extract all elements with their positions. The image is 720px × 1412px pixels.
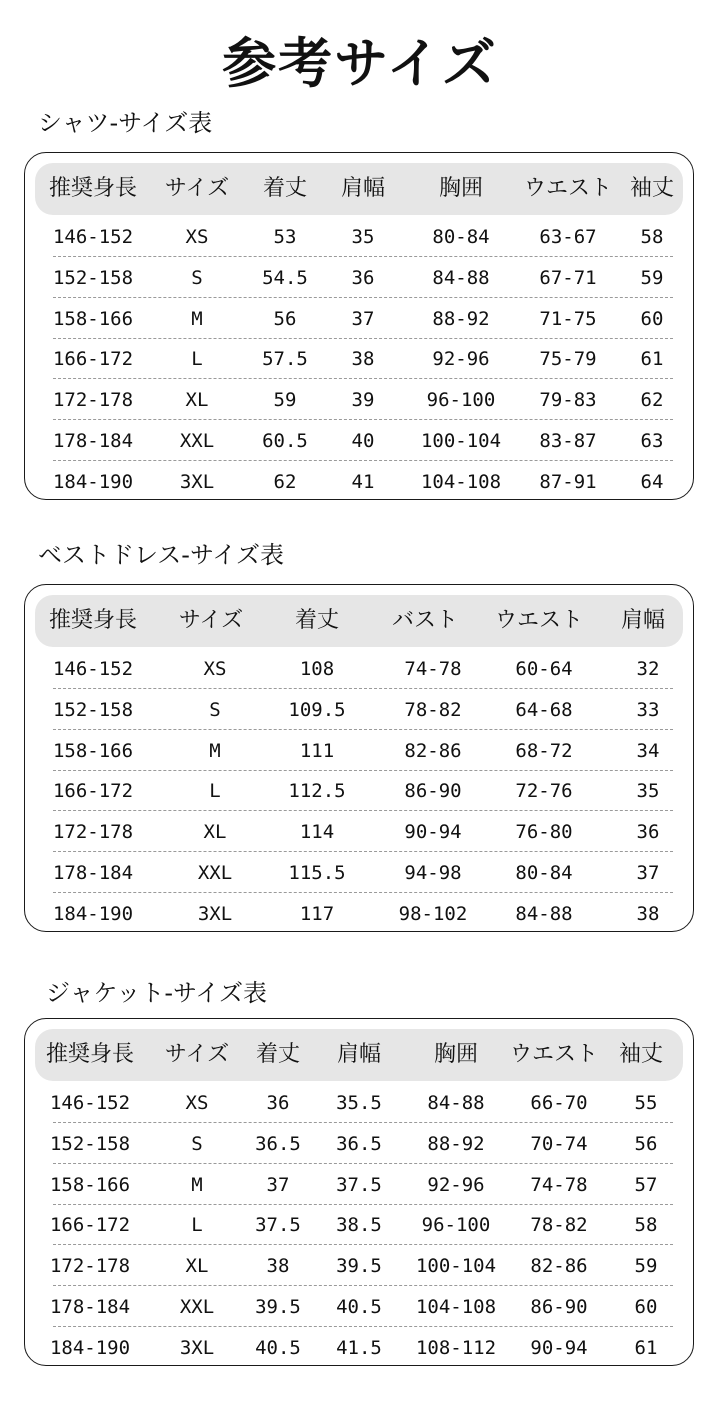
table-cell: 37.5 bbox=[336, 1173, 382, 1196]
table-cell: 66-70 bbox=[530, 1092, 588, 1114]
table-cell: 80-84 bbox=[432, 226, 490, 248]
table-cell: 59 bbox=[273, 389, 297, 412]
table-cell: 62 bbox=[273, 470, 297, 493]
table-row bbox=[53, 217, 673, 257]
table-cell: 104-108 bbox=[415, 1296, 497, 1318]
table-row bbox=[53, 339, 673, 379]
table-cell: 38 bbox=[636, 902, 660, 925]
table-label: ジャケット-サイズ表 bbox=[46, 979, 268, 1007]
table-cell: 36.5 bbox=[336, 1132, 382, 1155]
table-cell: L bbox=[209, 780, 221, 803]
table-cell: 61 bbox=[634, 1336, 658, 1359]
table-cell: 60 bbox=[640, 307, 664, 330]
table-cell: 59 bbox=[640, 266, 664, 289]
table-cell: S bbox=[191, 1132, 203, 1155]
column-header: ウエスト bbox=[523, 176, 613, 201]
table-cell: 56 bbox=[273, 307, 297, 330]
column-header: 着丈 bbox=[255, 1042, 301, 1067]
table-row bbox=[49, 1246, 673, 1286]
column-header: ウエスト bbox=[509, 1042, 599, 1067]
table-cell: 184-190 bbox=[49, 1336, 131, 1359]
column-header: 袖丈 bbox=[618, 1042, 664, 1067]
table-cell: 96-100 bbox=[426, 389, 496, 412]
table-cell: L bbox=[191, 1214, 203, 1237]
size-table bbox=[24, 152, 694, 500]
table-cell: M bbox=[191, 307, 203, 330]
table-row bbox=[53, 299, 673, 339]
table-cell: 100-104 bbox=[415, 1255, 497, 1278]
table-cell: 100-104 bbox=[420, 430, 502, 452]
column-header: 推奨身長 bbox=[48, 176, 138, 201]
table-cell: 63-67 bbox=[539, 226, 597, 248]
column-header: 肩幅 bbox=[340, 176, 386, 201]
column-header: 胸囲 bbox=[438, 176, 484, 201]
table-cell: 74-78 bbox=[404, 658, 462, 680]
table-cell: 61 bbox=[640, 348, 664, 371]
table-cell: 88-92 bbox=[427, 1132, 485, 1155]
table-cell: 178-184 bbox=[52, 430, 134, 452]
table-cell: XL bbox=[203, 821, 227, 844]
table-row bbox=[53, 421, 673, 461]
table-cell: XS bbox=[203, 658, 227, 680]
table-cell: 37 bbox=[636, 862, 660, 884]
table-cell: 57 bbox=[634, 1173, 658, 1196]
column-header: 袖丈 bbox=[629, 176, 675, 201]
table-cell: 184-190 bbox=[52, 470, 134, 493]
table-cell: 87-91 bbox=[539, 470, 597, 493]
table-cell: 56 bbox=[634, 1132, 658, 1155]
table-cell: 75-79 bbox=[539, 348, 597, 371]
column-header: 肩幅 bbox=[336, 1042, 382, 1067]
table-cell: XS bbox=[185, 226, 209, 248]
table-cell: 158-166 bbox=[49, 1173, 131, 1196]
table-row bbox=[53, 894, 673, 934]
table-header bbox=[35, 163, 683, 215]
table-cell: XL bbox=[185, 389, 209, 412]
table-row bbox=[49, 1124, 673, 1164]
table-row bbox=[53, 380, 673, 420]
table-cell: 98-102 bbox=[398, 902, 468, 925]
table-cell: 60-64 bbox=[515, 658, 573, 680]
table-cell: 172-178 bbox=[49, 1255, 131, 1278]
table-cell: 96-100 bbox=[421, 1214, 491, 1237]
page-title: 参考サイズ bbox=[222, 32, 498, 95]
table-cell: 178-184 bbox=[49, 1296, 131, 1318]
table-cell: 79-83 bbox=[539, 389, 597, 412]
table-cell: 112.5 bbox=[288, 780, 346, 803]
table-cell: 115.5 bbox=[288, 862, 346, 884]
table-cell: 166-172 bbox=[52, 780, 134, 803]
table-cell: 33 bbox=[636, 698, 660, 721]
table-row bbox=[49, 1083, 673, 1123]
table-cell: 3XL bbox=[197, 902, 233, 925]
table-cell: 39.5 bbox=[336, 1255, 382, 1278]
table-cell: 158-166 bbox=[52, 307, 134, 330]
table-cell: 94-98 bbox=[404, 862, 462, 884]
table-cell: 59 bbox=[634, 1255, 658, 1278]
table-cell: 92-96 bbox=[427, 1173, 485, 1196]
table-cell: 82-86 bbox=[404, 739, 462, 762]
table-header bbox=[35, 595, 683, 647]
table-cell: 39.5 bbox=[255, 1296, 301, 1318]
table-cell: 57.5 bbox=[262, 348, 308, 371]
table-cell: 38 bbox=[266, 1255, 290, 1278]
table-cell: XL bbox=[185, 1255, 209, 1278]
table-cell: 35.5 bbox=[336, 1092, 382, 1114]
table-cell: 39 bbox=[351, 389, 375, 412]
table-cell: 78-82 bbox=[530, 1214, 588, 1237]
table-cell: 111 bbox=[299, 739, 335, 762]
table-cell: 40.5 bbox=[255, 1336, 301, 1359]
table-cell: 41 bbox=[351, 470, 375, 493]
table-cell: 62 bbox=[640, 389, 664, 412]
table-cell: 90-94 bbox=[404, 821, 462, 844]
table-label: ベストドレス-サイズ表 bbox=[38, 541, 285, 569]
table-cell: 146-152 bbox=[49, 1092, 131, 1114]
table-cell: 108-112 bbox=[415, 1336, 497, 1359]
column-header: 着丈 bbox=[294, 608, 340, 633]
table-cell: 32 bbox=[636, 658, 660, 680]
table-cell: XS bbox=[185, 1092, 209, 1114]
column-header: 推奨身長 bbox=[45, 1042, 135, 1067]
table-cell: 67-71 bbox=[539, 266, 597, 289]
table-cell: 36 bbox=[636, 821, 660, 844]
table-cell: 78-82 bbox=[404, 698, 462, 721]
table-cell: 58 bbox=[640, 226, 664, 248]
table-cell: 3XL bbox=[179, 1336, 215, 1359]
table-cell: 84-88 bbox=[427, 1092, 485, 1114]
table-label: シャツ-サイズ表 bbox=[38, 109, 213, 137]
table-cell: M bbox=[191, 1173, 203, 1196]
table-row bbox=[53, 690, 673, 730]
table-cell: 54.5 bbox=[262, 266, 308, 289]
table-row bbox=[53, 812, 673, 852]
table-row bbox=[53, 853, 673, 893]
table-cell: 38.5 bbox=[336, 1214, 382, 1237]
table-row bbox=[53, 258, 673, 298]
table-cell: L bbox=[191, 348, 203, 371]
table-cell: 34 bbox=[636, 739, 660, 762]
table-cell: S bbox=[191, 266, 203, 289]
table-row bbox=[53, 771, 673, 811]
table-cell: 117 bbox=[299, 902, 335, 925]
table-cell: 3XL bbox=[179, 470, 215, 493]
table-cell: 184-190 bbox=[52, 902, 134, 925]
table-row bbox=[53, 462, 673, 502]
table-cell: 35 bbox=[351, 226, 375, 248]
table-cell: 84-88 bbox=[515, 902, 573, 925]
column-header: ウエスト bbox=[494, 608, 584, 633]
table-cell: 60 bbox=[634, 1296, 658, 1318]
table-cell: 76-80 bbox=[515, 821, 573, 844]
table-cell: 104-108 bbox=[420, 470, 502, 493]
table-cell: 38 bbox=[351, 348, 375, 371]
table-cell: 172-178 bbox=[52, 821, 134, 844]
table-cell: 108 bbox=[299, 658, 335, 680]
table-cell: 71-75 bbox=[539, 307, 597, 330]
table-cell: M bbox=[209, 739, 221, 762]
table-row bbox=[53, 649, 673, 689]
table-cell: 41.5 bbox=[336, 1336, 382, 1359]
table-cell: 88-92 bbox=[432, 307, 490, 330]
column-header: サイズ bbox=[164, 176, 230, 201]
table-cell: 74-78 bbox=[530, 1173, 588, 1196]
column-header: バスト bbox=[391, 608, 459, 633]
size-table bbox=[24, 584, 694, 932]
table-row bbox=[53, 731, 673, 771]
table-cell: 90-94 bbox=[530, 1336, 588, 1359]
table-cell: 83-87 bbox=[539, 430, 597, 452]
table-cell: 37 bbox=[266, 1173, 290, 1196]
table-cell: 152-158 bbox=[52, 698, 134, 721]
table-cell: 172-178 bbox=[52, 389, 134, 412]
table-cell: 92-96 bbox=[432, 348, 490, 371]
table-cell: 152-158 bbox=[52, 266, 134, 289]
table-cell: 64-68 bbox=[515, 698, 573, 721]
table-cell: 63 bbox=[640, 430, 664, 452]
table-cell: 64 bbox=[640, 470, 664, 493]
table-cell: XXL bbox=[197, 862, 233, 884]
table-cell: 109.5 bbox=[288, 698, 346, 721]
table-cell: 60.5 bbox=[262, 430, 308, 452]
table-cell: XXL bbox=[179, 1296, 215, 1318]
table-cell: 146-152 bbox=[52, 226, 134, 248]
column-header: 肩幅 bbox=[620, 608, 666, 633]
table-cell: 35 bbox=[636, 780, 660, 803]
table-cell: S bbox=[209, 698, 221, 721]
table-cell: 114 bbox=[299, 821, 335, 844]
table-cell: 40.5 bbox=[336, 1296, 382, 1318]
table-cell: 82-86 bbox=[530, 1255, 588, 1278]
table-cell: 55 bbox=[634, 1092, 658, 1114]
table-cell: 68-72 bbox=[515, 739, 573, 762]
table-cell: 80-84 bbox=[515, 862, 573, 884]
table-row bbox=[49, 1165, 673, 1205]
table-cell: 86-90 bbox=[530, 1296, 588, 1318]
table-row bbox=[49, 1205, 673, 1245]
table-cell: 36 bbox=[266, 1092, 290, 1114]
table-cell: 36 bbox=[351, 266, 375, 289]
table-cell: 53 bbox=[273, 226, 297, 248]
table-cell: 166-172 bbox=[52, 348, 134, 371]
table-cell: 37 bbox=[351, 307, 375, 330]
table-cell: 146-152 bbox=[52, 658, 134, 680]
table-header bbox=[35, 1029, 683, 1081]
table-cell: 70-74 bbox=[530, 1132, 588, 1155]
column-header: サイズ bbox=[178, 608, 244, 633]
column-header: 着丈 bbox=[262, 176, 308, 201]
table-cell: 72-76 bbox=[515, 780, 573, 803]
column-header: 胸囲 bbox=[433, 1042, 479, 1067]
table-cell: 37.5 bbox=[255, 1214, 301, 1237]
table-cell: 84-88 bbox=[432, 266, 490, 289]
column-header: サイズ bbox=[164, 1042, 230, 1067]
table-cell: 152-158 bbox=[49, 1132, 131, 1155]
table-cell: 86-90 bbox=[404, 780, 462, 803]
table-cell: 166-172 bbox=[49, 1214, 131, 1237]
column-header: 推奨身長 bbox=[48, 608, 138, 633]
table-cell: 36.5 bbox=[255, 1132, 301, 1155]
table-cell: XXL bbox=[179, 430, 215, 452]
table-row bbox=[49, 1287, 673, 1327]
table-cell: 40 bbox=[351, 430, 375, 452]
size-table bbox=[24, 1018, 694, 1366]
table-cell: 158-166 bbox=[52, 739, 134, 762]
table-cell: 58 bbox=[634, 1214, 658, 1237]
table-cell: 178-184 bbox=[52, 862, 134, 884]
table-row bbox=[49, 1328, 673, 1368]
